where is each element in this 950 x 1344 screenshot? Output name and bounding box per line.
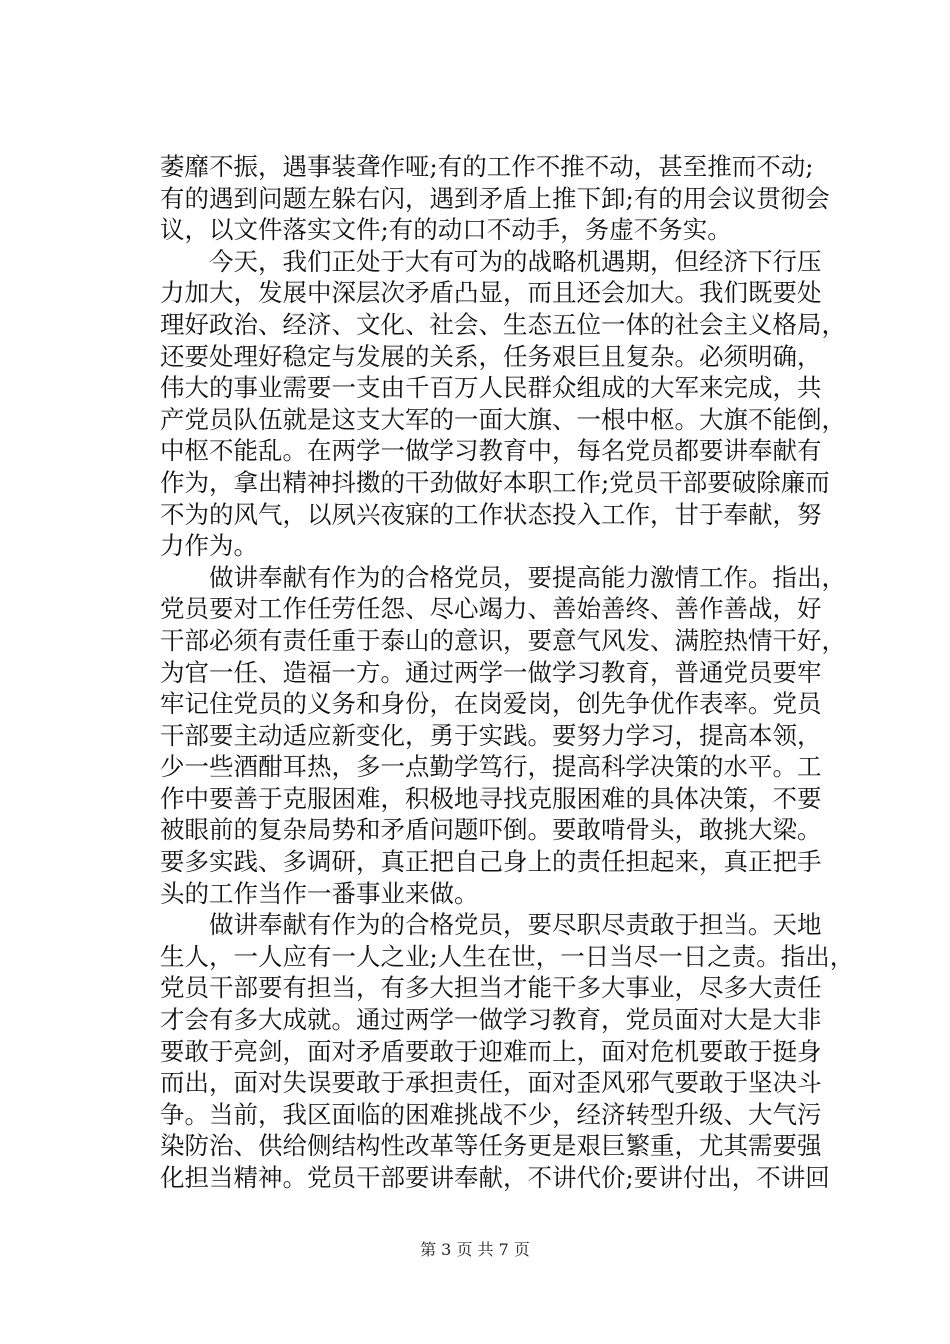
- text-line: 而出，面对失误要敢于承担责任，面对歪风邪气要敢于坚决斗: [160, 1068, 822, 1098]
- text-line: 被眼前的复杂局势和矛盾问题吓倒。要敢啃骨头，敢挑大梁。: [160, 815, 822, 845]
- text-line: 力作为。: [160, 531, 258, 561]
- text-line: 牢记住党员的义务和身份，在岗爱岗，创先争优作表率。党员: [160, 689, 822, 719]
- text-line: 理好政治、经济、文化、社会、生态五位一体的社会主义格局，: [160, 309, 846, 339]
- text-line: 才会有多大成就。通过两学一做学习教育，党员面对大是大非: [160, 1005, 822, 1035]
- text-line: 不为的风气，以夙兴夜寐的工作状态投入工作，甘于奉献，努: [160, 499, 822, 529]
- paragraph: [160, 151, 830, 246]
- text-line: 要敢于亮剑，面对矛盾要敢于迎难而上，面对危机要敢于挺身: [160, 1036, 822, 1066]
- text-line: 党员要对工作任劳任怨、尽心竭力、善始善终、善作善战，好: [160, 594, 822, 624]
- text-line: 作中要善于克服困难，积极地寻找克服困难的具体决策，不要: [160, 783, 822, 813]
- text-line: 产党员队伍就是这支大军的一面大旗、一根中枢。大旗不能倒，: [160, 404, 846, 434]
- text-line: 有的遇到问题左躲右闪，遇到矛盾上推下卸;有的用会议贯彻会: [160, 183, 830, 213]
- text-line: 伟大的事业需要一支由千百万人民群众组成的大军来完成，共: [160, 373, 822, 403]
- text-line: 干部必须有责任重于泰山的意识，要意气风发、满腔热情干好，: [160, 625, 846, 655]
- text-line: 头的工作当作一番事业来做。: [160, 878, 479, 908]
- text-line: 生人，一人应有一人之业;人生在世，一日当尽一日之责。指出，: [160, 941, 855, 971]
- text-line: 还要处理好稳定与发展的关系，任务艰巨且复杂。必须明确，: [160, 341, 822, 371]
- text-line: 力加大，发展中深层次矛盾凸显，而且还会加大。我们既要处: [160, 278, 822, 308]
- text-line: 议，以文件落实文件;有的动口不动手，务虚不务实。: [160, 215, 732, 245]
- document-body: [160, 151, 855, 1194]
- text-line: 要多实践、多调研，真正把自己身上的责任担起来，真正把手: [160, 847, 822, 877]
- text-line: 做讲奉献有作为的合格党员，要提高能力激情工作。指出，: [209, 562, 846, 592]
- text-line: 萎靡不振，遇事装聋作哑;有的工作不推不动，甚至推而不动;: [160, 152, 814, 181]
- text-line: 少一些酒酣耳热，多一点勤学笃行，提高科学决策的水平。工: [160, 752, 822, 782]
- text-line: 党员干部要有担当，有多大担当才能干多大事业，尽多大责任: [160, 973, 822, 1003]
- text-line: 为官一任、造福一方。通过两学一做学习教育，普通党员要牢: [160, 657, 822, 687]
- text-line: 染防治、供给侧结构性改革等任务更是艰巨繁重，尤其需要强: [160, 1131, 822, 1161]
- text-line: 做讲奉献有作为的合格党员，要尽职尽责敢于担当。天地: [209, 910, 822, 940]
- paragraph: [160, 909, 855, 1193]
- page-footer: 第 3 页 共 7 页: [420, 1240, 530, 1259]
- text-line: 干部要主动适应新变化，勇于实践。要努力学习，提高本领，: [160, 720, 822, 750]
- text-line: 中枢不能乱。在两学一做学习教育中，每名党员都要讲奉献有: [160, 436, 822, 466]
- text-line: 作为，拿出精神抖擞的干劲做好本职工作;党员干部要破除廉而: [160, 467, 830, 497]
- text-line: 争。当前，我区面临的困难挑战不少，经济转型升级、大气污: [160, 1099, 822, 1129]
- paragraph: [160, 562, 846, 910]
- paragraph: [160, 246, 846, 562]
- text-line: 化担当精神。党员干部要讲奉献，不讲代价;要讲付出，不讲回: [160, 1163, 830, 1192]
- text-line: 今天，我们正处于大有可为的战略机遇期，但经济下行压: [209, 246, 822, 276]
